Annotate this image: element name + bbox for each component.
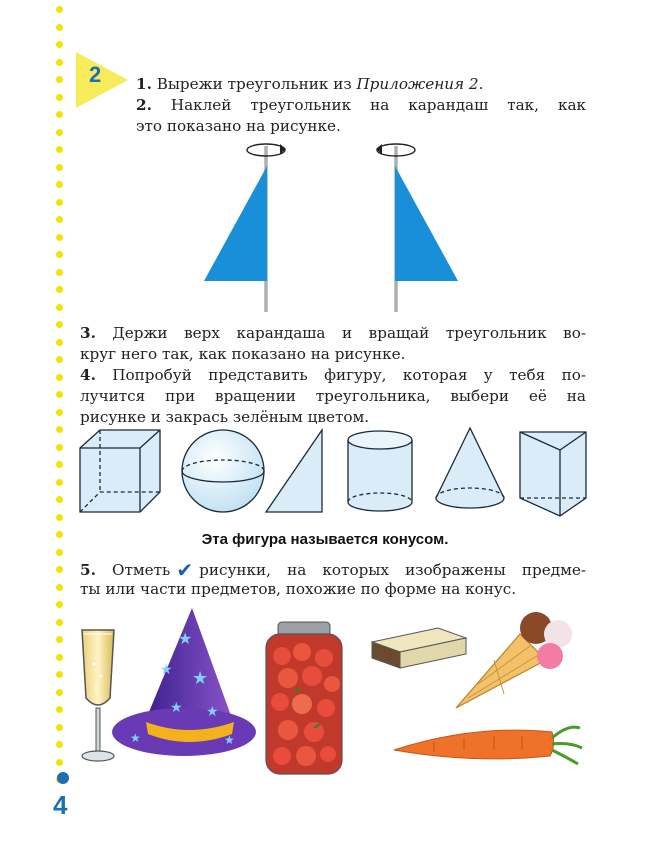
margin-dot (56, 724, 63, 731)
margin-dot (56, 181, 63, 188)
margin-dot (56, 496, 63, 503)
checkmark-icon: ✔ (176, 558, 194, 582)
margin-dot (56, 461, 63, 468)
svg-text:★: ★ (170, 700, 183, 716)
svg-text:★: ★ (130, 731, 141, 745)
step-1: 1. Вырежи треугольник из Приложения 2. (136, 75, 484, 93)
margin-dot (56, 6, 63, 13)
badge-triangle-icon (76, 52, 128, 108)
step-3-line-2: круг него так, как показано на рисунке. (80, 345, 406, 363)
margin-dots (54, 0, 66, 790)
right-pencil-icon (376, 144, 458, 312)
margin-dot (56, 566, 63, 573)
margin-dot (56, 636, 63, 643)
cylinder-icon (348, 431, 412, 511)
margin-dot (56, 444, 63, 451)
shapes-row (76, 426, 590, 522)
triangle-icon (266, 430, 322, 512)
margin-dot (56, 514, 63, 521)
margin-dot (56, 269, 63, 276)
margin-dot (56, 549, 63, 556)
margin-dot (56, 304, 63, 311)
margin-dot (56, 706, 63, 713)
margin-dot (56, 321, 63, 328)
pencil-triangle-illustration (200, 138, 460, 314)
step-4-line-3: рисунке и закрась зелёным цветом. (80, 408, 370, 426)
margin-dot (56, 41, 63, 48)
svg-text:★: ★ (206, 704, 219, 720)
margin-dot (56, 689, 63, 696)
wizard-hat-icon[interactable] (112, 608, 256, 756)
matchbox-icon[interactable] (372, 628, 466, 668)
cone-caption: Эта фигура называется конусом. (201, 531, 449, 548)
prism-icon (520, 432, 586, 516)
margin-dot (56, 584, 63, 591)
page-number-dot (57, 772, 69, 784)
ice-cream-cone-icon[interactable] (456, 612, 572, 708)
sphere-icon (182, 430, 264, 512)
margin-dot (56, 654, 63, 661)
margin-dot (56, 129, 63, 136)
margin-dot (56, 251, 63, 258)
step-3: 3. Держи верх карандаша и вращай треугольник во- (80, 324, 586, 342)
margin-dot (56, 759, 63, 766)
margin-dot (56, 479, 63, 486)
svg-text:★: ★ (192, 668, 209, 689)
objects-row (74, 604, 586, 776)
margin-dot (56, 164, 63, 171)
margin-dot (56, 59, 63, 66)
svg-text:★: ★ (178, 629, 193, 648)
margin-dot (56, 601, 63, 608)
step-5-line-2: ты или части предметов, похожие по форме на конус. (80, 580, 517, 598)
margin-dot (56, 146, 63, 153)
margin-dot (56, 199, 63, 206)
margin-dot (56, 286, 63, 293)
margin-dot (56, 234, 63, 241)
margin-dot (56, 216, 63, 223)
champagne-glass-icon[interactable] (82, 630, 114, 761)
margin-dot (56, 94, 63, 101)
carrot-icon[interactable] (394, 727, 582, 764)
margin-dot (56, 741, 63, 748)
task-number-badge (76, 52, 128, 108)
svg-text:★: ★ (224, 733, 235, 747)
margin-dot (56, 24, 63, 31)
cone-icon (436, 428, 504, 508)
step-5: 5. Отметь ✔ рисунки, на которых изображены предме- (80, 558, 586, 582)
margin-dot (56, 339, 63, 346)
margin-dot (56, 76, 63, 83)
margin-dot (56, 671, 63, 678)
margin-dot (56, 374, 63, 381)
margin-dot (56, 619, 63, 626)
margin-dot (56, 426, 63, 433)
step-4: 4. Попробуй представить фигуру, которая у тебя по- (80, 366, 586, 384)
step-2: 2. Наклей треугольник на карандаш так, как (136, 96, 586, 114)
step-2-line-2: это показано на рисунке. (136, 117, 341, 135)
page-number: 4 (53, 790, 68, 820)
margin-dot (56, 409, 63, 416)
cube-icon (80, 430, 160, 512)
left-pencil-icon (204, 144, 286, 312)
margin-dot (56, 356, 63, 363)
task-number: 2 (89, 62, 102, 87)
tomato-jar-icon[interactable] (266, 622, 342, 774)
margin-dot (56, 391, 63, 398)
step-4-line-2: лучится при вращении треугольника, выбери её на (80, 387, 586, 405)
margin-dot (56, 111, 63, 118)
svg-text:★: ★ (160, 662, 173, 678)
